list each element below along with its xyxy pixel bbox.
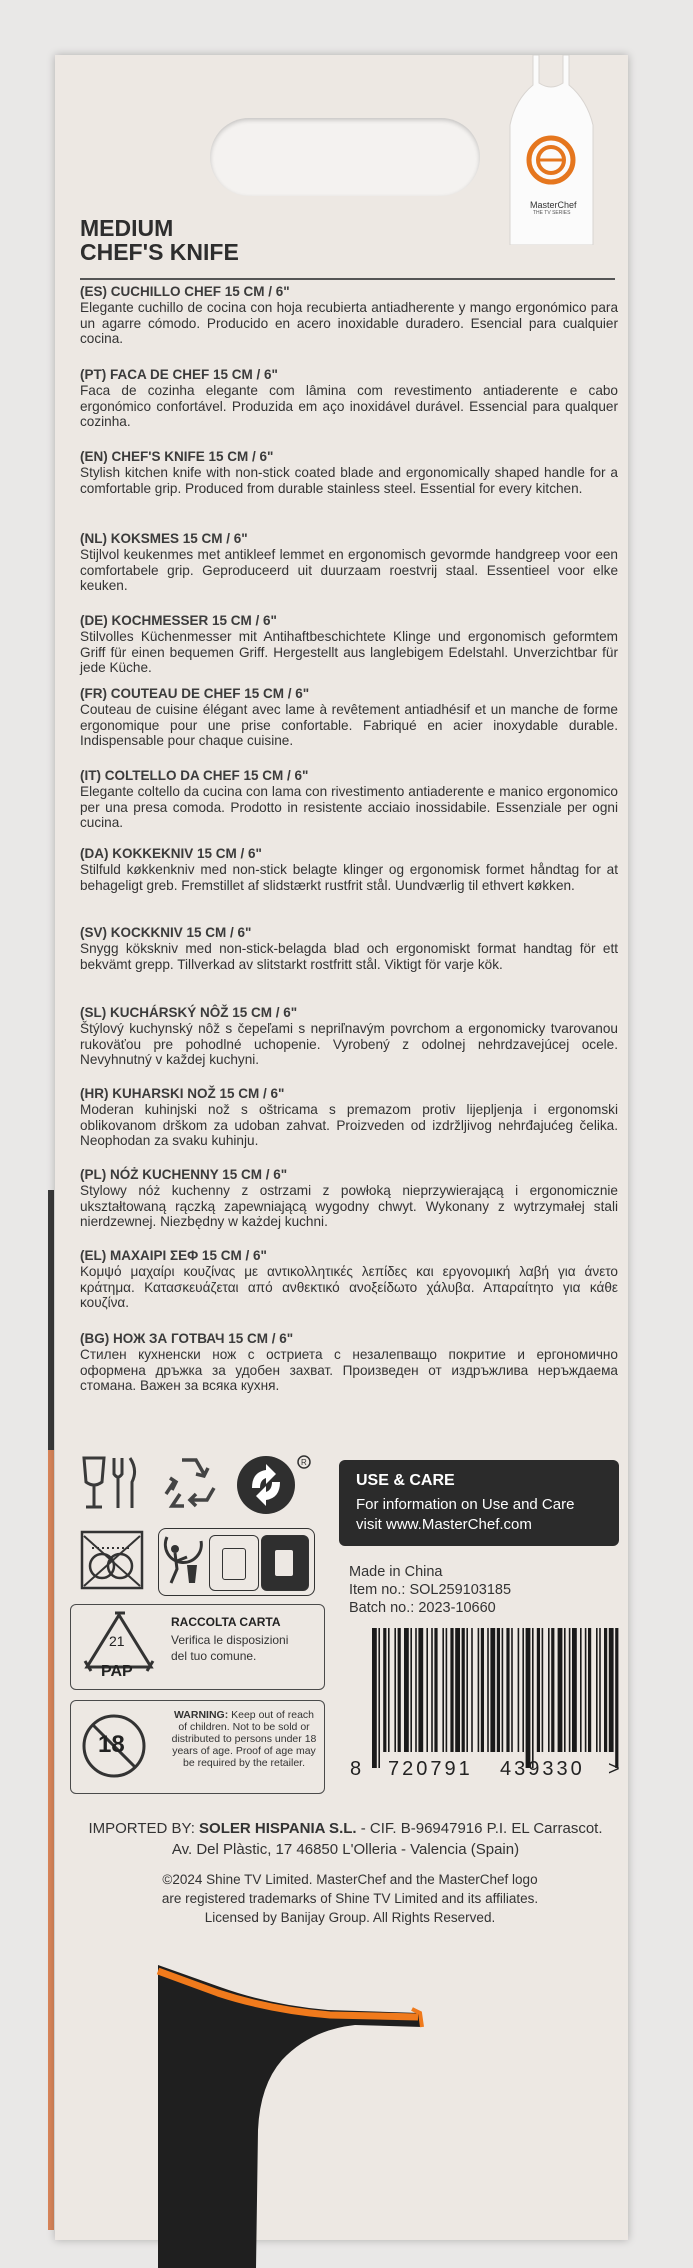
knife-edge-dark	[48, 1190, 54, 1450]
section-body: Elegante coltello da cucina con lama con rivestimento antiaderente e manico ergonomico per una presa comoda. Prodotto in resistente acciaio inossidabile. Essenziale per ogni cucina.	[80, 784, 618, 830]
section-body: Couteau de cuisine élégant avec lame à revêtement antiadhésif et un manche de forme ergonomique pour une prise confortable. Fabriqué en acier inoxydable durable. Indispensable pour chaque cuisine.	[80, 702, 618, 748]
disposal-icons-group	[158, 1528, 315, 1596]
made-in: Made in China	[349, 1564, 443, 1580]
batch-number: Batch no.: 2023-10660	[349, 1600, 496, 1616]
barcode-bar	[394, 1628, 396, 1752]
item-number: Item no.: SOL259103185	[349, 1582, 512, 1598]
food-contact-icon	[80, 1452, 142, 1514]
barcode-bar	[585, 1628, 587, 1752]
barcode-bar	[372, 1628, 377, 1768]
barcode-bar	[462, 1628, 465, 1752]
section-el	[80, 1248, 618, 1311]
knife-handle	[150, 1965, 450, 2268]
section-sl	[80, 1005, 618, 1068]
importer-company: SOLER HISPANIA S.L.	[199, 1820, 357, 1837]
barcode-group-1: 720791	[388, 1758, 473, 1780]
barcode-bar	[487, 1628, 489, 1752]
barcode-bar	[471, 1628, 473, 1752]
barcode-bar	[537, 1628, 540, 1752]
barcode-bar	[481, 1628, 484, 1752]
section-heading: (DE) KOCHMESSER 15 CM / 6"	[80, 613, 277, 628]
barcode-bar	[558, 1628, 563, 1752]
importer-info	[68, 1818, 623, 1860]
barcode-bar	[378, 1628, 380, 1768]
section-de	[80, 613, 618, 676]
barcode-bar	[596, 1628, 598, 1752]
recycle-line-1: Verifica le disposizioni	[171, 1633, 289, 1647]
section-body: Stijlvol keukenmes met antikleef lemmet en ergonomisch gevormde handgreep voor een comfortabele grip. Geproduceerd uit duurzaam roestvrij staal. Essentieel voor elke keuken.	[80, 547, 618, 593]
barcode-bar	[569, 1628, 571, 1752]
section-body: Stylish kitchen knife with non-stick coated blade and ergonomically shaped handle for a comfortable grip. Produced from durable stainless steel. Essential for every kitchen.	[80, 465, 618, 496]
title-line-2: CHEF'S KNIFE	[80, 239, 239, 265]
barcode-bar	[497, 1628, 500, 1752]
title-divider	[80, 278, 615, 280]
barcode-bar	[426, 1628, 428, 1752]
barcode-bar	[418, 1628, 423, 1752]
barcode-bar	[588, 1628, 591, 1752]
section-body: Snygg kökskniv med non-stick-belagda blad och ergonomiskt format handtag för ett bekvämt grepp. Tillverkad av slitstarkt rostfritt stål. Viktigt för varje kök.	[80, 941, 618, 972]
barcode-bar	[434, 1628, 437, 1752]
section-sv	[80, 925, 618, 972]
copyright-line-1: ©2024 Shine TV Limited. MasterChef and the MasterChef logo	[162, 1872, 538, 1887]
warning-label: WARNING:	[173, 1709, 229, 1721]
section-heading: (PT) FACA DE CHEF 15 CM / 6"	[80, 367, 278, 382]
barcode-bar	[466, 1628, 468, 1752]
barcode-end-mark: >	[608, 1758, 620, 1780]
age-number: 18	[98, 1731, 125, 1758]
recycle-line-2: del tuo comune.	[171, 1649, 257, 1663]
section-pt	[80, 367, 618, 430]
barcode-bar	[415, 1628, 417, 1752]
importer-address: Av. Del Plàstic, 17 46850 L'Olleria - Valencia (Spain)	[171, 1841, 520, 1858]
barcode-bar	[551, 1628, 554, 1752]
section-body: Stylowy nóż kuchenny z ostrzami z powłoką nieprzywierającą i ergonomicznie ukształtowaną rączką zapewniającą wygodny chwyt. Wykonany z wytrzymałej stali nierdzewnej. Niezbędny w każdej kuchni.	[80, 1183, 618, 1229]
section-heading: (NL) KOKSMES 15 CM / 6"	[80, 531, 248, 546]
logo-text: MasterChef	[530, 200, 577, 210]
section-it	[80, 768, 618, 831]
use-care-line-1: For information on Use and Care	[356, 1496, 575, 1513]
recycle-icon	[158, 1454, 220, 1514]
section-body: Moderan kuhinjski nož s oštricama s premazom protiv lijepljenja i ergonomski oblikovanom drškom za udoban zahvat. Proizveden od izdržljivog nehrđajućeg čelika. Neophodan za svaku kuhinju.	[80, 1102, 618, 1148]
barcode-group-2: 439330	[500, 1758, 585, 1780]
section-body: Štýlový kuchynský nôž s čepeľami s nepriľnavým povrchom a ergonomicky tvarovanou rukoväťou pre pohodlné uchopenie. Vyrobený z odolnej nehrdzavejúcej ocele. Nevyhnutný v každej kuchyni.	[80, 1021, 618, 1067]
section-heading: (HR) KUHARSKI NOŽ 15 CM / 6"	[80, 1086, 285, 1101]
section-heading: (DA) KOKKEKNIV 15 CM / 6"	[80, 846, 262, 861]
section-heading: (SL) KUCHÁRSKÝ NÔŽ 15 CM / 6"	[80, 1005, 298, 1020]
barcode-bar	[548, 1628, 550, 1752]
recycle-title: RACCOLTA CARTA	[171, 1615, 281, 1629]
section-body: Κομψό μαχαίρι κουζίνας με αντικολλητικές λεπίδες και εργονομική λαβή για άνετο κράτημα. Κατασκευάζεται από ανθεκτικό ανοξείδωτο χάλυβα. Απαραίτητο για κάθε κουζίνα.	[80, 1264, 618, 1310]
section-heading: (IT) COLTELLO DA CHEF 15 CM / 6"	[80, 768, 309, 783]
barcode-bar	[506, 1628, 509, 1752]
section-es	[80, 284, 618, 347]
barcode-bar	[604, 1628, 607, 1752]
section-heading: (BG) НОЖ ЗА ГОТВАЧ 15 CM / 6"	[80, 1331, 294, 1346]
section-body: Elegante cuchillo de cocina con hoja recubierta antiadherente y mango ergonómico para un agarre cómodo. Producido en acero inoxidable duradero. Esencial para cualquier cocina.	[80, 300, 618, 346]
barcode-bar	[522, 1628, 524, 1752]
knife-edge-orange	[48, 1450, 54, 2230]
barcode-bar	[572, 1628, 577, 1752]
section-body: Faca de cozinha elegante com lâmina com revestimento antiaderente e cabo ergonómico confortável. Produzida em aço inoxidável durável. Essencial para qualquer cozinha.	[80, 383, 618, 429]
section-nl	[80, 531, 618, 594]
barcode-bar	[609, 1628, 614, 1752]
recycling-box	[70, 1604, 325, 1690]
barcode-bar	[388, 1628, 390, 1752]
product-info	[349, 1563, 511, 1617]
recycle-code: 21	[109, 1633, 125, 1649]
no-dishwasher-icon	[80, 1530, 146, 1592]
waste-bin-icon	[261, 1535, 309, 1591]
copyright-line-2: are registered trademarks of Shine TV Limited and its affiliates.	[161, 1891, 539, 1906]
svg-text:R: R	[301, 1458, 307, 1467]
section-da	[80, 846, 618, 893]
section-heading: (EL) ΜΑΧΑΙΡΙ ΣΕΦ 15 CM / 6"	[80, 1248, 267, 1263]
section-bg	[80, 1331, 618, 1394]
section-fr	[80, 686, 618, 749]
barcode-bar	[442, 1628, 444, 1752]
barcode-first-digit: 8	[350, 1758, 362, 1780]
barcode-bar	[502, 1628, 504, 1752]
barcode-bar	[490, 1628, 495, 1752]
barcode-bar	[511, 1628, 513, 1752]
section-body: Stilfuld køkkenkniv med non-stick belagte klinger og ergonomisk formet håndtag for at behageligt greb. Fremstillet af slidstærkt rustfrit stål. Uundværlig til ethvert køkken.	[80, 862, 618, 893]
barcode-bar	[564, 1628, 566, 1752]
section-body: Стилен кухненски нож с остриета с незалепващо покритие и ергономично оформена дръжка за удобен захват. Произведен от издръжлива неръждаема стомана. Важен за всяка кухня.	[80, 1347, 618, 1393]
importer-cif: - CIF. B-96947916 P.I. EL Carrascot.	[356, 1820, 603, 1837]
barcode-bar	[615, 1628, 618, 1768]
masterchef-apron-logo	[505, 55, 595, 245]
paper-bin-icon	[209, 1535, 259, 1591]
use-care-title: USE & CARE	[356, 1472, 455, 1489]
warning-text-block	[171, 1709, 317, 1769]
tidyman-icon	[161, 1531, 207, 1591]
warning-text: Keep out of reach of children. Not to be sold or distributed to persons under 18 years of age. Proof of age may be required by the retailer.	[171, 1709, 317, 1769]
barcode-bar	[599, 1628, 601, 1752]
barcode-bar	[542, 1628, 544, 1752]
importer-label: IMPORTED BY:	[88, 1820, 195, 1837]
warning-box	[70, 1700, 325, 1794]
barcode-bar	[450, 1628, 453, 1752]
section-heading: (SV) KOCKKNIV 15 CM / 6"	[80, 925, 252, 940]
barcode-bar	[455, 1628, 460, 1752]
barcode	[372, 1628, 622, 1778]
title-line-1: MEDIUM	[80, 215, 174, 241]
barcode-bar	[518, 1628, 520, 1752]
section-hr	[80, 1086, 618, 1149]
section-heading: (EN) CHEF'S KNIFE 15 CM / 6"	[80, 449, 274, 464]
barcode-bar	[383, 1628, 386, 1752]
product-title	[80, 216, 239, 264]
section-en	[80, 449, 618, 496]
barcode-bar	[580, 1628, 582, 1752]
barcode-bar	[526, 1628, 531, 1768]
barcode-bar	[446, 1628, 448, 1752]
barcode-bar	[398, 1628, 401, 1752]
section-heading: (ES) CUCHILLO CHEF 15 CM / 6"	[80, 284, 290, 299]
barcode-bar	[532, 1628, 534, 1768]
use-care-line-2: visit www.MasterChef.com	[356, 1516, 532, 1533]
section-pl	[80, 1167, 618, 1230]
section-heading: (PL) NÓŻ KUCHENNY 15 CM / 6"	[80, 1167, 288, 1182]
copyright-notice	[150, 1870, 550, 1927]
use-care-box	[339, 1460, 619, 1546]
section-body: Stilvolles Küchenmesser mit Antihaftbeschichtete Klinge und ergonomisch geformtem Griff für einen bequemen Griff. Hergestellt aus langlebigem Edelstahl. Unverzichtbar für jede Küche.	[80, 629, 618, 675]
barcode-bar	[404, 1628, 409, 1752]
logo-subtext: THE TV SERIES	[533, 210, 571, 216]
section-heading: (FR) COUTEAU DE CHEF 15 CM / 6"	[80, 686, 310, 701]
barcode-bar	[431, 1628, 433, 1752]
hang-hole	[210, 118, 480, 196]
barcode-bar	[410, 1628, 412, 1752]
green-dot-icon	[236, 1454, 312, 1516]
recycle-material: PAP	[101, 1663, 133, 1680]
copyright-line-3: Licensed by Banijay Group. All Rights Reserved.	[204, 1910, 496, 1925]
barcode-bar	[478, 1628, 480, 1752]
